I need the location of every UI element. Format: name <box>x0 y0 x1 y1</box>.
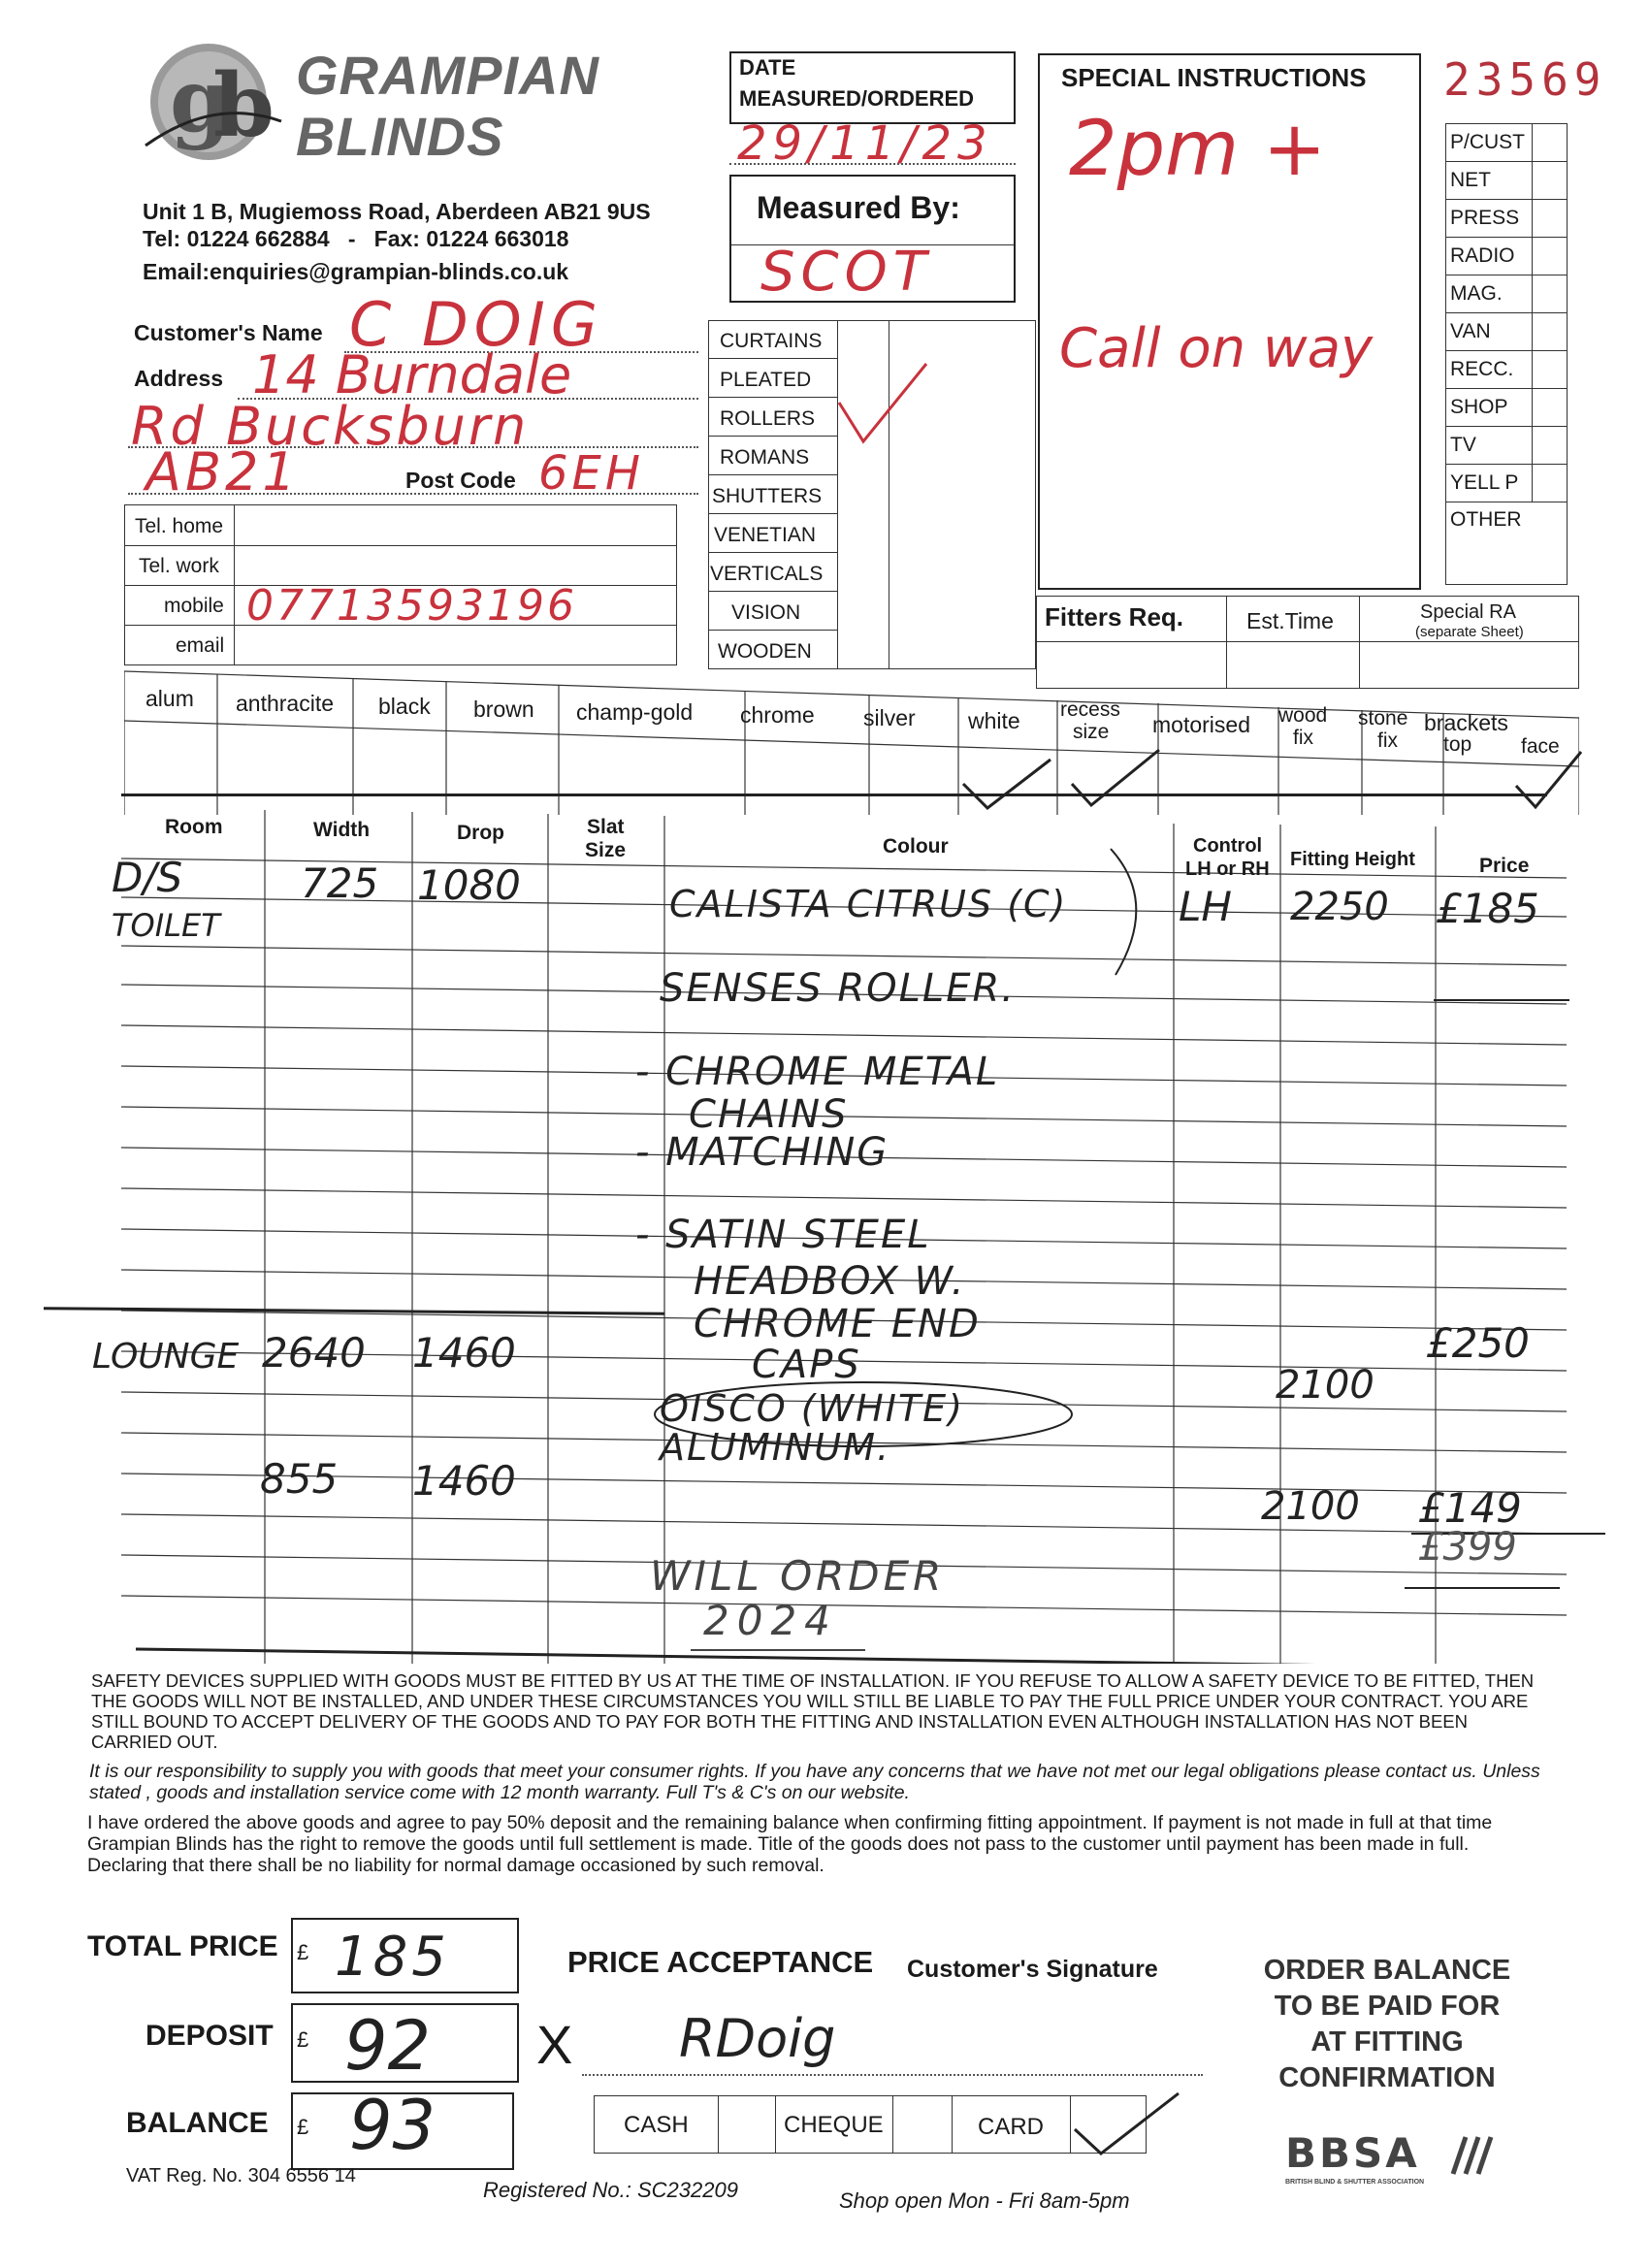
note2: 2024 <box>703 1597 838 1644</box>
source-row <box>1445 161 1568 199</box>
option-wood-1: wood <box>1278 704 1328 727</box>
total-currency: £ <box>297 1940 309 1964</box>
tel-home-label: Tel. home <box>135 515 224 537</box>
signature-x: X <box>536 2014 573 2075</box>
drop3: 1460 <box>412 1457 516 1505</box>
price-total-underline <box>1405 1587 1560 1589</box>
product-row: WOODEN <box>718 640 812 663</box>
balance-value: 93 <box>349 2086 436 2165</box>
note-underline <box>691 1649 865 1651</box>
company-email: Email:enquiries@grampian-blinds.co.uk <box>143 259 569 284</box>
source-label: YELL P <box>1450 471 1519 494</box>
bbsa-mark: BBSA <box>1285 2129 1420 2177</box>
bbsa-logo <box>1285 2129 1518 2186</box>
mobile-value: 07713593196 <box>246 581 577 631</box>
source-checkbox[interactable] <box>1532 313 1567 350</box>
price-acceptance-sub: Customer's Signature <box>907 1956 1158 1983</box>
th-fitting-height: Fitting Height <box>1290 849 1415 870</box>
th-width: Width <box>313 819 371 841</box>
special-ra-sub: (separate Sheet) <box>1415 624 1524 640</box>
colour9: CAPS <box>752 1343 861 1387</box>
payment-table <box>594 2095 1147 2154</box>
colour4: CHAINS <box>689 1092 849 1137</box>
postcode-label: Post Code <box>405 468 516 493</box>
colour1-bracket-icon <box>1106 844 1164 980</box>
price1: £185 <box>1436 885 1539 932</box>
th-control-1: Control <box>1193 835 1263 857</box>
special-ra-label: Special RA <box>1420 601 1516 623</box>
fit3: 2100 <box>1261 1484 1360 1529</box>
price-total: £399 <box>1418 1525 1517 1570</box>
order-balance-notice <box>1242 1953 1533 2096</box>
fit2: 2100 <box>1276 1363 1374 1408</box>
option-top: top <box>1443 733 1472 756</box>
source-row <box>1445 237 1568 275</box>
option-recess-1: recess <box>1060 698 1120 721</box>
width1: 725 <box>301 859 379 907</box>
source-row <box>1445 123 1568 161</box>
deposit-value: 92 <box>344 2006 432 2086</box>
th-drop: Drop <box>457 822 504 844</box>
product-row: CURTAINS <box>708 320 837 359</box>
contact-table <box>124 504 677 665</box>
colour2: SENSES ROLLER. <box>660 966 1016 1011</box>
option-chrome: chrome <box>740 702 815 728</box>
source-checkbox[interactable] <box>1532 275 1567 312</box>
product-row: SHUTTERS <box>708 475 837 514</box>
th-slat-1: Slat <box>587 816 625 838</box>
colour6: - SATIN STEEL <box>635 1213 931 1257</box>
tel-work-input[interactable] <box>235 546 676 585</box>
room2: LOUNGE <box>92 1337 240 1377</box>
option-motorised: motorised <box>1152 712 1250 737</box>
colour11: ALUMINUM. <box>660 1426 891 1469</box>
card-check-icon <box>1067 2086 1183 2158</box>
source-label: MAG. <box>1450 282 1503 305</box>
th-control-2: LH or RH <box>1185 859 1270 880</box>
source-row <box>1445 502 1568 585</box>
date-label-1: DATE <box>739 55 796 80</box>
option-brackets: brackets <box>1424 710 1508 735</box>
option-silver: silver <box>863 705 916 730</box>
bbsa-slashes-icon <box>1448 2135 1497 2176</box>
note1: WILL ORDER <box>650 1552 946 1600</box>
date-underline <box>729 163 1016 165</box>
gb-logo-icon <box>136 39 291 165</box>
svg-text:g: g <box>170 49 231 152</box>
company-address: Unit 1 B, Mugiemoss Road, Aberdeen AB21 9US <box>143 199 651 224</box>
th-price: Price <box>1479 855 1530 877</box>
customer-name-label: Customer's Name <box>134 320 323 345</box>
source-checkbox[interactable] <box>1532 427 1567 464</box>
source-label: VAN <box>1450 320 1491 342</box>
date-label-2: MEASURED/ORDERED <box>739 86 975 111</box>
option-recess-2: size <box>1073 721 1110 743</box>
source-row <box>1445 426 1568 464</box>
control1: LH <box>1179 883 1232 930</box>
tel-home-input[interactable] <box>235 505 676 545</box>
measured-by-box <box>729 175 1016 303</box>
address-line1-value: 14 Burndale <box>252 344 572 405</box>
colour8: CHROME END <box>694 1302 981 1346</box>
source-label: RECC. <box>1450 358 1514 380</box>
terms-responsibility: It is our responsibility to supply you with goods that meet your consumer rights. If you have any concerns that we have not met our legal obligations please contact us. Unless stated , goods and installation service come with 12 month warranty. Full T's & C's on our website. <box>89 1761 1540 1803</box>
source-checkbox[interactable] <box>1532 238 1567 275</box>
email-label: email <box>176 634 225 657</box>
source-checkbox[interactable] <box>1532 162 1567 199</box>
drop1: 1080 <box>417 861 521 909</box>
est-time-label: Est.Time <box>1246 608 1334 633</box>
product-row: PLEATED <box>708 359 837 398</box>
deposit-currency: £ <box>297 2027 309 2052</box>
th-colour: Colour <box>883 835 949 858</box>
mobile-label: mobile <box>164 595 224 617</box>
drop2: 1460 <box>412 1329 516 1377</box>
order-balance-line3: AT FITTING <box>1310 2026 1464 2057</box>
option-face: face <box>1521 735 1560 758</box>
address-label: Address <box>134 366 224 391</box>
postcode-value: 6EH <box>538 446 644 501</box>
product-rows <box>708 320 837 667</box>
width3: 855 <box>260 1455 339 1503</box>
option-alum: alum <box>146 686 194 711</box>
sources-list <box>1445 123 1568 585</box>
price-dash-1 <box>1434 999 1569 1001</box>
option-white: white <box>968 708 1020 733</box>
payment-card[interactable]: CARD <box>978 2114 1045 2140</box>
total-price-label: TOTAL PRICE <box>87 1930 278 1962</box>
source-row <box>1445 275 1568 312</box>
source-row <box>1445 388 1568 426</box>
address-line2-value: Rd Bucksburn <box>131 396 530 457</box>
colour5: - MATCHING <box>635 1130 889 1175</box>
source-row <box>1445 350 1568 388</box>
special-instructions-box <box>1038 53 1421 590</box>
source-checkbox[interactable] <box>1532 389 1567 426</box>
special-instructions-line2: Call on way <box>1059 317 1374 380</box>
source-row <box>1445 312 1568 350</box>
registered-no: Registered No.: SC232209 <box>483 2178 738 2202</box>
colour10: OISCO (WHITE) <box>660 1387 964 1430</box>
balance-label: BALANCE <box>126 2107 269 2139</box>
terms-agreement: I have ordered the above goods and agree to pay 50% deposit and the remaining balance when confirming fitting appointment. If payment is not made in full at that time Grampian Blinds has the right to remove the goods until full settlement is made. Title of the goods does not pass to the customer until payment has been made in full. Declaring that there shall be no liability for normal damage occasioned by such removal. <box>87 1812 1493 1876</box>
recess-check-icon <box>1067 745 1164 813</box>
customer-name-value: C DOIG <box>349 289 603 360</box>
width2: 2640 <box>262 1329 366 1377</box>
date-box <box>729 51 1016 124</box>
option-stone-2: fix <box>1377 729 1398 752</box>
price-acceptance-title: PRICE ACCEPTANCE <box>567 1945 874 1979</box>
product-row: VERTICALS <box>708 553 837 592</box>
company-logo <box>136 39 291 165</box>
option-brown: brown <box>473 697 534 722</box>
colour1: CALISTA CITRUS (C) <box>669 883 1068 925</box>
special-instructions-label: SPECIAL INSTRUCTIONS <box>1061 63 1367 92</box>
order-number: 23569 <box>1443 53 1607 106</box>
deposit-label: DEPOSIT <box>146 2020 274 2052</box>
source-label: P/CUST <box>1450 131 1526 153</box>
vat-reg: VAT Reg. No. 304 6556 14 <box>126 2165 356 2187</box>
product-row: ROLLERS <box>708 398 837 437</box>
price2: £250 <box>1426 1319 1530 1367</box>
tel-work-label: Tel. work <box>139 555 219 577</box>
option-stone-1: stone <box>1358 707 1408 729</box>
product-row: VENETIAN <box>708 514 837 553</box>
face-check-icon <box>1511 747 1584 815</box>
option-wood-2: fix <box>1293 727 1313 749</box>
option-black: black <box>378 694 431 719</box>
measured-by-label: Measured By: <box>757 190 960 225</box>
shop-hours: Shop open Mon - Fri 8am-5pm <box>839 2188 1130 2213</box>
total-price-value: 185 <box>335 1926 450 1989</box>
source-label: PRESS <box>1450 207 1520 229</box>
order-balance-line4: CONFIRMATION <box>1278 2062 1496 2093</box>
source-label: NET <box>1450 169 1491 191</box>
payment-cheque[interactable]: CHEQUE <box>784 2112 884 2138</box>
room1-a: D/S <box>112 854 183 901</box>
th-slat-2: Size <box>585 839 627 861</box>
address-line3-value: AB21 <box>146 441 300 502</box>
main-table-top-rule <box>121 794 1547 796</box>
room1-b: TOILET <box>112 907 220 944</box>
source-label: RADIO <box>1450 244 1515 267</box>
fit1: 2250 <box>1290 885 1389 929</box>
fitters-req-label: Fitters Req. <box>1045 602 1184 632</box>
source-label: SHOP <box>1450 396 1508 418</box>
source-label: TV <box>1450 434 1476 456</box>
th-room: Room <box>165 816 223 838</box>
source-checkbox[interactable] <box>1532 124 1567 161</box>
source-label: OTHER <box>1450 508 1522 531</box>
special-instructions-line1: 2pm + <box>1069 106 1327 193</box>
company-name-line2: BLINDS <box>296 106 504 167</box>
source-checkbox[interactable] <box>1532 200 1567 237</box>
email-input[interactable] <box>235 626 676 664</box>
measured-by-value: SCOT <box>760 241 932 304</box>
source-checkbox[interactable] <box>1532 351 1567 388</box>
rollers-check-icon <box>834 359 931 446</box>
balance-currency: £ <box>297 2115 309 2139</box>
date-value: 29/11/23 <box>737 116 993 171</box>
colour7: HEADBOX W. <box>694 1259 966 1304</box>
order-balance-line2: TO BE PAID FOR <box>1274 1991 1501 2022</box>
source-row <box>1445 464 1568 502</box>
source-checkbox[interactable] <box>1532 465 1567 502</box>
product-row: ROMANS <box>708 437 837 475</box>
customer-signature[interactable]: RDoig <box>679 2008 836 2069</box>
price3: £149 <box>1418 1484 1522 1532</box>
order-balance-line1: ORDER BALANCE <box>1263 1955 1511 1986</box>
terms-safety: SAFETY DEVICES SUPPLIED WITH GOODS MUST BE FITTED BY US AT THE TIME OF INSTALLATION. IF YOU REFUSE TO ALLOW A SAFETY DEVICE TO BE FITTED, THEN THE GOODS WILL NOT BE INSTALLED, AND UNDER THESE CIRCUMSTANCES YOU WILL STILL BE LIABLE TO PAY THE FULL PRICE UNDER YOUR CONTRACT. YOU ARE STILL BOUND TO ACCEPT DELIVERY OF THE GOODS AND TO PAY FOR BOTH THE FITTING AND INSTALLATION EVEN ALTHOUGH INSTALLATION HAS NOT BEEN CARRIED OUT. <box>91 1670 1535 1752</box>
option-champ-gold: champ-gold <box>576 699 694 725</box>
white-check-icon <box>958 755 1055 813</box>
source-row <box>1445 199 1568 237</box>
bbsa-sub: BRITISH BLIND & SHUTTER ASSOCIATION <box>1285 2179 1425 2186</box>
colour3: - CHROME METAL <box>635 1050 1000 1094</box>
company-phone: Tel: 01224 662884 - Fax: 01224 663018 <box>143 226 569 251</box>
payment-cash[interactable]: CASH <box>624 2112 689 2138</box>
product-row: VISION <box>708 592 837 631</box>
option-anthracite: anthracite <box>236 691 335 716</box>
svg-text:b: b <box>213 54 275 157</box>
company-name-line1: GRAMPIAN <box>296 45 599 106</box>
signature-line <box>582 2074 1203 2076</box>
